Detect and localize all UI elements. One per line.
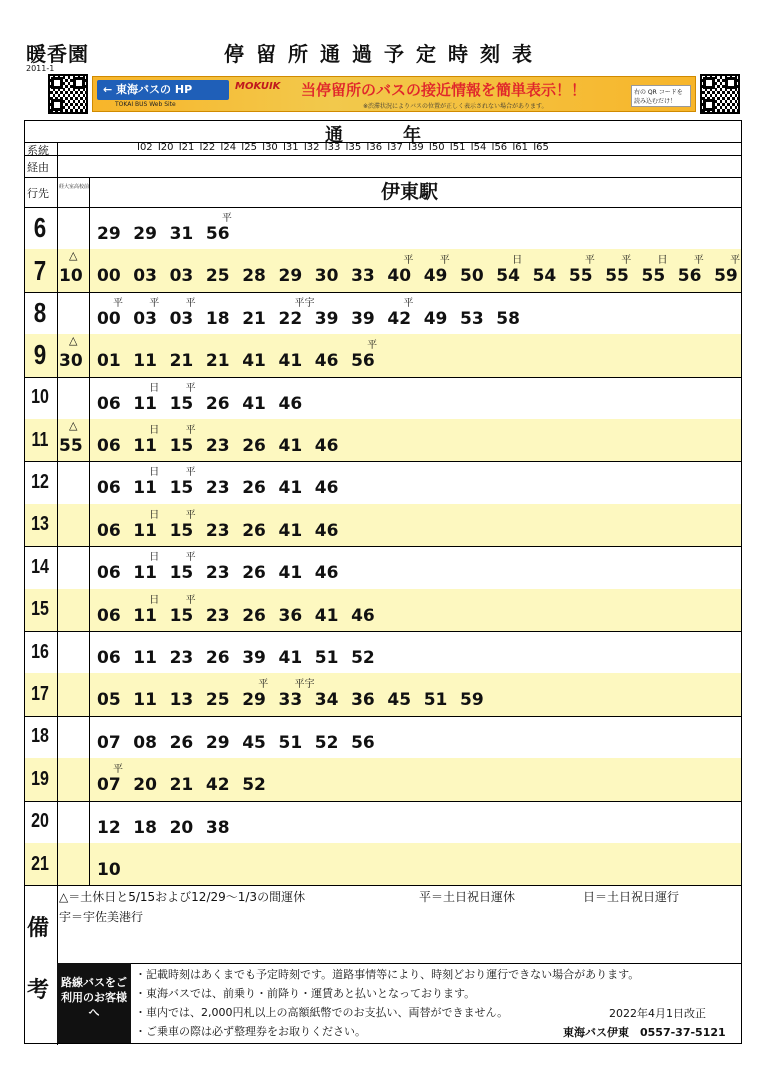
hour-label: 18 bbox=[31, 725, 49, 748]
minute-value: 41 bbox=[242, 351, 266, 372]
hour-row bbox=[25, 673, 741, 715]
minute-mark: 平 bbox=[185, 552, 196, 564]
label-dest: 行先 bbox=[27, 187, 49, 200]
minute-value: 07 bbox=[97, 775, 121, 796]
minute-value: 21 bbox=[169, 775, 194, 796]
minute-mark: 平 bbox=[693, 255, 704, 267]
minute-value: 46 bbox=[278, 393, 303, 414]
minute-value: 29 bbox=[205, 732, 230, 753]
minute-value: 06 bbox=[97, 605, 121, 626]
doc-code: 2011-1 bbox=[26, 64, 55, 73]
destination: 伊東駅 bbox=[381, 181, 439, 203]
minute-value: 41 bbox=[314, 605, 339, 626]
minute-value: 56 bbox=[677, 266, 702, 287]
minute-mark: 平 bbox=[258, 679, 269, 691]
mokuik-logo: MOKUIK bbox=[235, 81, 281, 92]
minute-value: 00 bbox=[97, 266, 121, 287]
minute-value: 20 bbox=[169, 817, 194, 838]
minute-value: 23 bbox=[205, 478, 230, 499]
hour-label: 11 bbox=[31, 428, 49, 451]
minute-value: 28 bbox=[242, 266, 266, 287]
hour-label: 16 bbox=[31, 640, 49, 663]
timetable bbox=[24, 120, 742, 1044]
hour-label: 17 bbox=[31, 683, 49, 706]
minute-value: 54 bbox=[532, 266, 557, 287]
pre-minute-value: 10 bbox=[59, 266, 83, 287]
minute-value: 01 bbox=[97, 351, 121, 372]
minute-value: 03 bbox=[169, 308, 194, 329]
minute-value: 13 bbox=[169, 690, 194, 711]
minute-value: 21 bbox=[169, 351, 194, 372]
minute-mark: 平 bbox=[403, 297, 414, 309]
minute-value: 40 bbox=[387, 266, 412, 287]
minute-value: 46 bbox=[314, 478, 339, 499]
minute-value: 52 bbox=[242, 775, 266, 796]
hour-row bbox=[25, 589, 741, 631]
remarks-label-top: 備 bbox=[27, 916, 50, 941]
minute-value: 25 bbox=[205, 266, 230, 287]
minute-value: 33 bbox=[278, 690, 303, 711]
minute-value: 26 bbox=[242, 563, 266, 584]
minute-value: 26 bbox=[242, 436, 266, 456]
minute-value: 11 bbox=[133, 351, 157, 372]
hour-label: 20 bbox=[31, 810, 49, 833]
legend-u: 宇＝宇佐美港行 bbox=[59, 910, 144, 924]
hour-label: 9 bbox=[33, 339, 47, 371]
dest-mini: 経大室高校前 bbox=[59, 184, 90, 190]
minute-value: 33 bbox=[351, 266, 375, 287]
minute-mark: 日 bbox=[149, 467, 160, 479]
minute-value: 56 bbox=[351, 351, 375, 372]
minute-value: 29 bbox=[278, 266, 303, 287]
pre-minute-mark: △ bbox=[69, 334, 78, 348]
minute-value: 49 bbox=[423, 308, 448, 329]
minute-value: 12 bbox=[97, 817, 121, 838]
qr-note: 右の QR コードを読み込むだけ！ bbox=[631, 85, 691, 107]
minute-mark: 平宇 bbox=[294, 297, 315, 309]
minute-value: 11 bbox=[133, 690, 157, 711]
minute-value: 31 bbox=[169, 224, 194, 244]
legend-tri: △＝土休日と5/15および12/29〜1/3の間運休 bbox=[59, 890, 306, 904]
minute-mark: 日 bbox=[149, 509, 160, 521]
period-label: 通年 bbox=[325, 125, 481, 146]
minute-value: 06 bbox=[97, 478, 121, 499]
minute-value: 41 bbox=[278, 520, 303, 541]
minute-value: 11 bbox=[133, 605, 157, 626]
hour-row bbox=[25, 843, 741, 885]
minute-value: 26 bbox=[242, 520, 266, 541]
hour-label: 12 bbox=[31, 471, 49, 494]
minute-value: 26 bbox=[242, 605, 266, 626]
hour-row bbox=[25, 461, 741, 503]
minute-mark: 平 bbox=[730, 255, 741, 267]
minute-mark: 平 bbox=[584, 255, 595, 267]
minute-value: 51 bbox=[314, 648, 339, 668]
minute-mark: 平 bbox=[221, 213, 232, 224]
minute-mark: 平 bbox=[113, 764, 123, 776]
hour-label: 8 bbox=[33, 296, 47, 328]
minute-value: 59 bbox=[714, 266, 738, 287]
note-item: ・車内では、2,000円札以上の高額紙幣でのお支払い、両替ができません。 bbox=[135, 1006, 509, 1019]
qr-code-right[interactable] bbox=[700, 74, 740, 114]
legend-nichi: 日＝土日祝日運行 bbox=[583, 890, 680, 904]
minute-value: 38 bbox=[205, 817, 230, 838]
hour-row bbox=[25, 716, 741, 758]
minute-value: 41 bbox=[278, 648, 303, 668]
minute-mark: 平 bbox=[185, 425, 196, 436]
minute-value: 41 bbox=[278, 478, 303, 499]
minute-value: 29 bbox=[242, 690, 266, 711]
minute-value: 46 bbox=[314, 520, 339, 541]
minute-value: 18 bbox=[133, 817, 157, 838]
minute-value: 23 bbox=[205, 605, 230, 626]
minute-mark: 平 bbox=[185, 382, 196, 394]
minute-mark: 平 bbox=[185, 297, 196, 309]
minute-value: 06 bbox=[97, 393, 121, 414]
minute-value: 08 bbox=[133, 732, 157, 753]
minute-value: 42 bbox=[205, 775, 230, 796]
hour-row bbox=[25, 801, 741, 843]
minute-value: 29 bbox=[133, 224, 157, 244]
minute-value: 15 bbox=[169, 520, 194, 541]
notice-box: 路線バスをご利用のお客様へ bbox=[57, 963, 131, 1043]
minute-value: 36 bbox=[351, 690, 375, 711]
hour-label: 15 bbox=[31, 598, 49, 621]
minute-value: 45 bbox=[242, 732, 266, 753]
minute-value: 26 bbox=[242, 478, 266, 499]
minute-value: 41 bbox=[278, 563, 303, 584]
minute-mark: 平 bbox=[149, 297, 160, 309]
minute-value: 21 bbox=[205, 351, 230, 372]
label-via: 経由 bbox=[27, 161, 49, 174]
minute-value: 52 bbox=[314, 732, 339, 753]
minute-value: 54 bbox=[496, 266, 520, 287]
minute-value: 03 bbox=[169, 266, 194, 287]
pre-minute-mark: △ bbox=[69, 249, 78, 263]
hour-label: 21 bbox=[31, 852, 49, 875]
minute-value: 39 bbox=[314, 308, 339, 329]
minute-value: 06 bbox=[97, 520, 121, 541]
minute-mark: 平 bbox=[113, 297, 123, 309]
minute-value: 46 bbox=[314, 351, 339, 372]
minute-value: 15 bbox=[169, 436, 194, 456]
minute-value: 20 bbox=[133, 775, 157, 796]
minute-mark: 日 bbox=[149, 425, 160, 436]
hour-label: 13 bbox=[31, 513, 49, 536]
minute-value: 18 bbox=[205, 308, 230, 329]
tokai-hp-label[interactable]: ← 東海バスの HP bbox=[97, 80, 229, 100]
qr-code-left[interactable] bbox=[48, 74, 88, 114]
page-title: 停留所通過予定時刻表 bbox=[224, 42, 544, 66]
minute-value: 15 bbox=[169, 605, 194, 626]
minute-value: 41 bbox=[278, 436, 303, 456]
hour-row bbox=[25, 758, 741, 800]
minute-mark: 平宇 bbox=[294, 679, 315, 691]
minute-value: 05 bbox=[97, 690, 121, 711]
minute-value: 34 bbox=[314, 690, 339, 711]
minute-value: 53 bbox=[460, 308, 484, 329]
minute-value: 06 bbox=[97, 563, 121, 584]
hour-row bbox=[25, 292, 741, 334]
minute-value: 03 bbox=[133, 308, 157, 329]
pre-minute-value: 30 bbox=[59, 351, 83, 372]
minute-value: 39 bbox=[351, 308, 375, 329]
hour-label: 7 bbox=[33, 254, 47, 286]
hour-row bbox=[25, 334, 741, 376]
minute-value: 11 bbox=[133, 648, 157, 668]
minute-value: 55 bbox=[568, 266, 593, 287]
hour-row bbox=[25, 631, 741, 673]
minute-value: 58 bbox=[496, 308, 520, 329]
minute-value: 10 bbox=[97, 860, 121, 880]
hour-row bbox=[25, 546, 741, 588]
minute-mark: 平 bbox=[403, 255, 414, 267]
minute-mark: 平 bbox=[185, 594, 196, 606]
hour-row bbox=[25, 207, 741, 249]
bus-info-banner[interactable] bbox=[44, 74, 720, 116]
minute-value: 22 bbox=[278, 308, 303, 329]
minute-mark: 日 bbox=[149, 552, 160, 564]
route-codes: I02 I20 I21 I22 I24 I25 I30 I31 I32 I33 I35 I36 I37 I39 I50 I51 I54 I56 I61 I65 bbox=[137, 142, 549, 153]
hour-row bbox=[25, 419, 741, 461]
minute-value: 49 bbox=[423, 266, 448, 287]
minute-mark: 日 bbox=[512, 255, 523, 267]
minute-value: 29 bbox=[97, 224, 121, 244]
hour-label: 14 bbox=[31, 555, 49, 578]
minute-value: 45 bbox=[387, 690, 412, 711]
tokai-hp-sub: TOKAI BUS Web Site bbox=[115, 101, 176, 108]
hour-label: 10 bbox=[31, 386, 49, 409]
minute-mark: 平 bbox=[185, 509, 196, 521]
minute-value: 46 bbox=[314, 436, 339, 456]
minute-mark: 平 bbox=[621, 255, 632, 267]
minute-value: 23 bbox=[205, 563, 230, 584]
minute-value: 25 bbox=[205, 690, 230, 711]
minute-value: 51 bbox=[278, 732, 303, 753]
minute-value: 26 bbox=[205, 648, 230, 668]
minute-value: 11 bbox=[133, 436, 157, 456]
note-item: ・東海バスでは、前乗り・前降り・運賃あと払いとなっております。 bbox=[135, 987, 476, 1000]
minute-value: 30 bbox=[314, 266, 339, 287]
hour-row bbox=[25, 504, 741, 546]
minute-value: 11 bbox=[133, 520, 157, 541]
minute-value: 07 bbox=[97, 732, 121, 753]
minute-mark: 日 bbox=[149, 382, 160, 394]
minute-value: 42 bbox=[387, 308, 412, 329]
minute-mark: 日 bbox=[149, 594, 160, 606]
banner-strip bbox=[92, 76, 696, 112]
minute-value: 59 bbox=[460, 690, 484, 711]
minute-mark: 平 bbox=[185, 467, 196, 479]
minute-mark: 平 bbox=[439, 255, 450, 267]
minute-value: 23 bbox=[169, 648, 194, 668]
minute-value: 03 bbox=[133, 266, 157, 287]
note-item: ・記載時刻はあくまでも予定時刻です。道路事情等により、時刻どおり運行できない場合があります。 bbox=[135, 968, 640, 981]
minute-value: 46 bbox=[351, 605, 375, 626]
minute-value: 11 bbox=[133, 563, 157, 584]
minute-value: 23 bbox=[205, 436, 230, 456]
company-contact: 東海バス伊東 0557-37-5121 bbox=[563, 1026, 726, 1039]
minute-value: 00 bbox=[97, 308, 121, 329]
minute-value: 41 bbox=[278, 351, 303, 372]
minute-value: 55 bbox=[641, 266, 666, 287]
minute-value: 15 bbox=[169, 563, 194, 584]
minute-value: 56 bbox=[205, 224, 230, 244]
note-item: ・ご乗車の際は必ず整理券をお取りください。 bbox=[135, 1025, 366, 1038]
label-route: 系統 bbox=[27, 144, 49, 157]
hour-row bbox=[25, 377, 741, 419]
minute-value: 46 bbox=[314, 563, 339, 584]
minute-value: 11 bbox=[133, 393, 157, 414]
hour-row bbox=[25, 249, 741, 291]
minute-value: 39 bbox=[242, 648, 266, 668]
legend bbox=[59, 887, 679, 927]
minute-value: 15 bbox=[169, 393, 194, 414]
revised-date: 2022年4月1日改正 bbox=[609, 1007, 706, 1020]
pre-minute-mark: △ bbox=[69, 419, 78, 432]
minute-value: 06 bbox=[97, 648, 121, 668]
minute-value: 23 bbox=[205, 520, 230, 541]
minute-mark: 日 bbox=[657, 255, 668, 267]
minute-value: 56 bbox=[351, 732, 375, 753]
stop-name: 暖香園 bbox=[26, 42, 89, 66]
minute-value: 52 bbox=[351, 648, 375, 668]
minute-value: 41 bbox=[242, 393, 266, 414]
minute-value: 36 bbox=[278, 605, 303, 626]
minute-value: 21 bbox=[242, 308, 266, 329]
minute-value: 06 bbox=[97, 436, 121, 456]
minute-value: 26 bbox=[169, 732, 194, 753]
banner-message: 当停留所のバスの接近情報を簡単表示！！ bbox=[301, 81, 587, 99]
minute-value: 26 bbox=[205, 393, 230, 414]
minute-value: 55 bbox=[605, 266, 629, 287]
remarks-label-bottom: 考 bbox=[27, 978, 50, 1003]
legend-hei: 平＝土日祝日運休 bbox=[419, 890, 516, 904]
minute-value: 50 bbox=[460, 266, 484, 287]
minute-value: 51 bbox=[423, 690, 448, 711]
minute-value: 15 bbox=[169, 478, 194, 499]
minute-mark: 平 bbox=[367, 340, 378, 352]
pre-minute-value: 55 bbox=[59, 436, 83, 456]
hour-label: 6 bbox=[33, 212, 47, 244]
banner-note: ※渋滞状況によりバスの位置が正しく表示されない場合があります。 bbox=[363, 103, 548, 110]
hour-label: 19 bbox=[31, 767, 49, 790]
minute-value: 11 bbox=[133, 478, 157, 499]
